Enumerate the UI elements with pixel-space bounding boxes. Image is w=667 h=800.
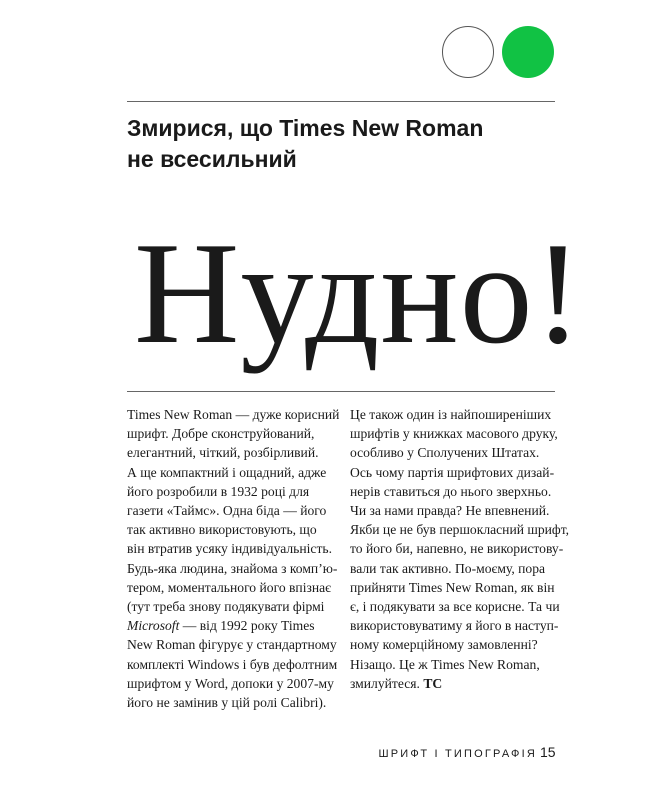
text-line: його розробили в 1932 році для [127,483,310,499]
middle-divider [127,391,555,392]
text-line: Ось чому партія шрифтових дизай- [350,464,555,480]
text-line: прийняти Times New Roman, як він [350,579,555,595]
display-word: Нудно! [134,212,584,374]
text-line: тером, моментального його впізнає [127,579,331,595]
text-line: New Roman фігурує у стандартному [127,637,337,653]
text-line: є, і подякувати за все корисне. Та чи [350,599,560,615]
text-line: (тут треба знову подякувати фірмі [127,599,325,615]
outline-circle-icon [442,26,494,78]
text-line: Нізащо. Це ж Times New Roman, [350,656,540,672]
text-line: шрифтів у книжках масового друку, [350,426,558,442]
page-number: 15 [540,744,556,760]
text-line: його не замінив у цій ролі Calibri). [127,695,327,711]
text-line: Це також один із найпоширеніших [350,407,552,422]
title-line-2: не всесильний [127,146,297,172]
text-line: Microsoft — від 1992 року Times [127,618,315,634]
text-line: особливо у Сполучених Штатах. [350,445,540,461]
text-line: Якби це не був першокласний шрифт, [350,522,570,538]
text-line: газети «Таймс». Одна біда — його [127,503,327,519]
text-line: змилуйтеся. ТС [350,675,443,691]
title-line-1: Змирися, що Times New Roman [127,115,484,141]
text-line: вали так активно. По-моєму, пора [350,560,546,576]
text-line: шрифт. Добре сконструйований, [127,426,315,442]
body-column-right [350,405,570,693]
text-line: так активно використовують, що [127,522,317,538]
text-line: Чи за нами правда? Не впевнений. [350,503,550,519]
author-signature: ТС [423,675,443,691]
text-line: Будь-яка людина, знайома з комп’ю- [127,560,338,576]
green-circle-icon [502,26,554,78]
running-footer-section: ШРИФТ І ТИПОГРАФІЯ [378,748,537,760]
text-line: використовуватиму я його в наступ- [350,618,559,634]
text-line: шрифтом у Word, допоки у 2007-му [127,675,334,691]
top-divider [127,101,555,102]
text-line: то його би, напевно, не використову- [350,541,564,557]
page-title [127,113,557,175]
body-column-left [127,405,340,712]
text-line: нерів ставиться до нього зверхньо. [350,483,552,499]
text-line: комплекті Windows і був дефолтним [127,656,338,672]
text-line: елегантний, чіткий, розбірливий. [127,445,319,461]
text-line: Times New Roman — дуже корисний [127,407,340,422]
text-line: він втратив усяку індивідуальність. [127,541,332,557]
text-line: ному комерційному замовленні? [350,637,538,653]
text-line: А ще компактний і ощадний, адже [127,464,327,480]
